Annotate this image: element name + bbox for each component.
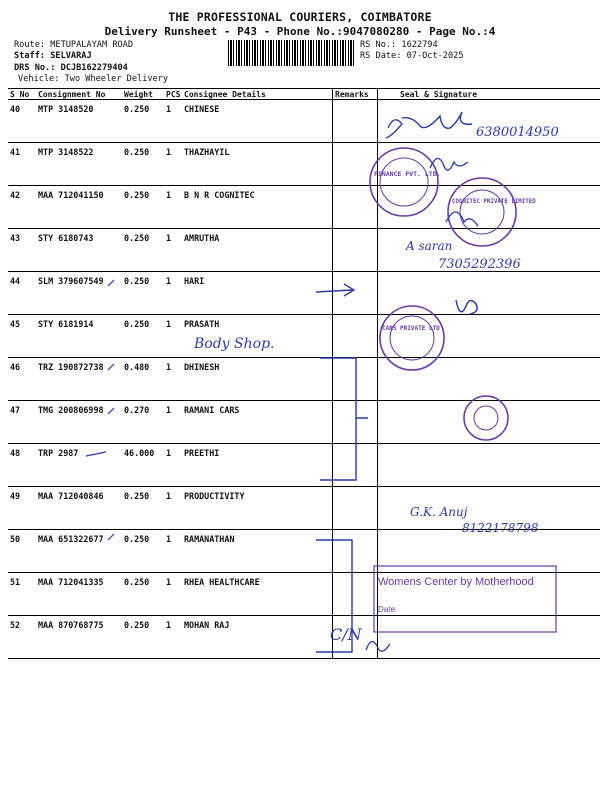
stamp-51-line1: Womens Center by Motherhood [378,576,534,588]
row-remarks [333,229,378,272]
handwritten-note-45: Body Shop. [194,336,275,352]
row-weight: 0.270 [122,401,164,444]
row-weight: 0.250 [122,229,164,272]
col-seal: Seal & Signature [378,89,600,100]
row-consignee: RAMANI CARS [182,401,333,444]
row-consignee: RHEA HEALTHCARE [182,573,333,616]
row-sno: 48 [8,444,36,487]
row-weight: 0.250 [122,272,164,315]
handwritten-note-52: C/N [330,625,362,644]
row-remarks [333,143,378,186]
row-seal [378,100,600,143]
row-pcs: 1 [164,487,182,530]
handwritten-phone-40: 6380014950 [476,125,559,140]
table-row [8,186,600,229]
row-consignment: STY 6181914 [36,315,122,358]
rs-date-line: RS Date: 07-Oct-2025 [360,51,464,61]
row-sno: 47 [8,401,36,444]
vehicle-line: Vehicle: Two Wheeler Delivery [18,74,169,84]
row-seal [378,186,600,229]
staff-value: SELVARAJ [50,51,92,61]
table-body [8,100,600,659]
row-weight: 0.250 [122,100,164,143]
table-row [8,401,600,444]
row-sno: 49 [8,487,36,530]
row-seal [378,487,600,530]
row-consignment: MTP 3148522 [36,143,122,186]
row-seal [378,143,600,186]
col-remarks: Remarks [333,89,378,100]
col-consignee: Consignee Details [182,89,333,100]
table-row [8,530,600,573]
runsheet-subtitle: Delivery Runsheet - P43 - Phone No.:9047080280 - Page No.:4 [104,25,496,38]
row-seal [378,530,600,573]
row-consignee: THAZHAYIL [182,143,333,186]
row-sno: 43 [8,229,36,272]
row-weight: 0.250 [122,616,164,659]
rs-no-line: RS No.: 1622794 [360,40,438,50]
row-pcs: 1 [164,401,182,444]
row-consignee: AMRUTHA [182,229,333,272]
table-row [8,229,600,272]
row-consignment: MAA 712041335 [36,573,122,616]
row-pcs: 1 [164,186,182,229]
row-pcs: 1 [164,616,182,659]
col-consignment: Consignment No [36,89,122,100]
row-sno: 50 [8,530,36,573]
table-row [8,358,600,401]
row-consignee: PREETHI [182,444,333,487]
row-remarks [333,616,378,659]
row-remarks [333,530,378,573]
row-consignee: PRODUCTIVITY [182,487,333,530]
row-consignment: STY 6180743 [36,229,122,272]
route-value: METUPALAYAM ROAD [50,40,134,50]
rs-date-value: 07-Oct-2025 [406,51,464,61]
vehicle-value: Two Wheeler Delivery [64,74,169,84]
col-pcs: PCS [166,89,181,99]
row-consignee: CHINESE [182,100,333,143]
stamp-41-text: FINANCE PVT. LTD. [374,170,441,178]
row-consignment: MAA 870768775 [36,616,122,659]
row-pcs: 1 [164,358,182,401]
row-weight: 0.250 [122,530,164,573]
row-sno: 41 [8,143,36,186]
row-sno: 45 [8,315,36,358]
company-title: THE PROFESSIONAL COURIERS, COIMBATORE [168,10,432,24]
row-seal [378,272,600,315]
row-seal [378,616,600,659]
row-consignment: MAA 712041150 [36,186,122,229]
rs-no-value: 1622794 [401,40,438,50]
col-weight: Weight [122,89,164,100]
stamp-42-text: COGNITEC PRIVATE LIMITED [452,199,536,205]
row-pcs: 1 [164,573,182,616]
row-sno: 40 [8,100,36,143]
row-pcs: 1 [164,444,182,487]
drs-value: DCJB162279404 [60,63,128,73]
row-sno: 42 [8,186,36,229]
row-remarks [333,401,378,444]
table-header [8,89,600,100]
row-consignee: MOHAN RAJ [182,616,333,659]
row-remarks [333,444,378,487]
table-row [8,100,600,143]
row-consignment: TRZ 190872738 [36,358,122,401]
col-sno: S No [8,89,36,100]
row-weight: 0.250 [122,573,164,616]
row-consignee: RAMANATHAN [182,530,333,573]
row-consignee: HARI [182,272,333,315]
stamp-51-line2: Date: [378,605,398,614]
row-remarks [333,315,378,358]
runsheet-table [8,88,600,659]
handwritten-name-49: G.K. Anuj [410,505,468,519]
stamp-45-text: CARS PRIVATE LTD [382,325,440,332]
row-weight: 0.480 [122,358,164,401]
table-row [8,573,600,616]
drs-line: DRS No.: DCJB162279404 [14,63,128,73]
row-remarks [333,358,378,401]
row-pcs: 1 [164,272,182,315]
row-consignment: MTP 3148520 [36,100,122,143]
row-weight: 0.250 [122,315,164,358]
row-consignment: MAA 651322677 [36,530,122,573]
table-row [8,143,600,186]
row-consignment: TMG 200806998 [36,401,122,444]
row-weight: 0.250 [122,186,164,229]
row-sno: 52 [8,616,36,659]
handwritten-phone-49: 8122178798 [462,521,539,535]
row-sno: 51 [8,573,36,616]
row-pcs: 1 [164,315,182,358]
row-consignee: DHINESH [182,358,333,401]
row-consignment: TRP 2987 [36,444,122,487]
table-row [8,444,600,487]
row-seal [378,229,600,272]
row-seal [378,444,600,487]
row-pcs: 1 [164,530,182,573]
table-row [8,315,600,358]
row-pcs: 1 [164,229,182,272]
handwritten-phone-43: 7305292396 [438,257,521,272]
row-remarks [333,100,378,143]
row-consignee: B N R COGNITEC [182,186,333,229]
row-consignee: PRASATH [182,315,333,358]
table-row [8,616,600,659]
row-sno: 44 [8,272,36,315]
row-consignment: SLM 379607549 [36,272,122,315]
row-weight: 0.250 [122,143,164,186]
table-row [8,487,600,530]
row-seal [378,401,600,444]
row-remarks [333,272,378,315]
row-seal [378,358,600,401]
barcode [228,40,354,66]
row-pcs: 1 [164,143,182,186]
row-seal [378,573,600,616]
table-row [8,272,600,315]
row-sno: 46 [8,358,36,401]
route-line: Route: METUPALAYAM ROAD [14,40,134,50]
row-seal [378,315,600,358]
row-weight: 0.250 [122,487,164,530]
row-consignment: MAA 712040846 [36,487,122,530]
row-remarks [333,186,378,229]
row-pcs: 1 [164,100,182,143]
row-remarks [333,573,378,616]
row-weight: 46.000 [122,444,164,487]
row-remarks [333,487,378,530]
staff-line: Staff: SELVARAJ [14,51,92,61]
handwritten-name-43: A saran [406,239,453,253]
